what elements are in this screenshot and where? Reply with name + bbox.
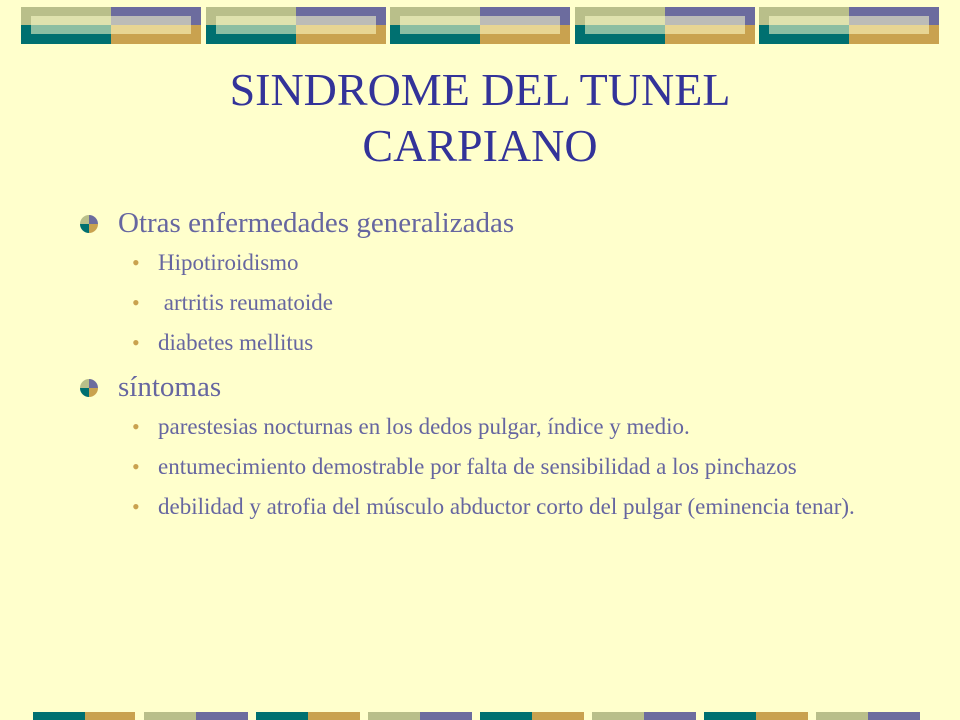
slide-content [80, 206, 900, 534]
list-item-text: entumecimiento demostrable por falta de sensibilidad a los pinchazos [158, 454, 797, 479]
list-item-text: artritis reumatoide [158, 290, 333, 315]
decor-segment [33, 712, 85, 720]
decor-segment [256, 712, 308, 720]
dot-icon: • [132, 330, 140, 355]
list-item [80, 250, 900, 276]
decor-segment [704, 712, 756, 720]
decor-tile [390, 7, 570, 44]
decor-segment [816, 712, 868, 720]
decor-segment [196, 712, 248, 720]
dot-icon: • [132, 290, 140, 315]
list-item [80, 330, 900, 356]
decor-segment [420, 712, 472, 720]
decor-segment [644, 712, 696, 720]
list-item [80, 290, 900, 316]
decor-segment [85, 712, 135, 720]
section-heading-text: Otras enfermedades generalizadas [118, 207, 515, 239]
sub-list [80, 414, 900, 520]
slide-title-line1: SINDROME DEL TUNEL [229, 64, 731, 115]
list-item-text: Hipotiroidismo [158, 250, 299, 275]
decor-tile [759, 7, 939, 44]
list-item-text: diabetes mellitus [158, 330, 314, 355]
bottom-decoration-band [33, 712, 927, 720]
list-item [80, 414, 900, 440]
decor-segment [308, 712, 360, 720]
decor-tile [575, 7, 755, 44]
decor-segment [592, 712, 644, 720]
decor-segment [144, 712, 196, 720]
quadrant-circle-icon [80, 215, 98, 233]
dot-icon: • [132, 454, 140, 479]
dot-icon: • [132, 250, 140, 275]
section-heading-text: síntomas [118, 371, 222, 403]
list-item-text: parestesias nocturnas en los dedos pulgar, índice y medio. [158, 414, 690, 439]
decor-segment [532, 712, 584, 720]
decor-segment [480, 712, 532, 720]
decor-tile [21, 7, 201, 44]
slide-title [0, 62, 960, 174]
quadrant-circle-icon [80, 379, 98, 397]
section-heading [80, 370, 900, 404]
dot-icon: • [132, 414, 140, 439]
section-heading [80, 206, 900, 240]
list-item [80, 454, 900, 480]
dot-icon: • [132, 494, 140, 519]
decor-segment [868, 712, 920, 720]
decor-segment [368, 712, 420, 720]
slide-title-line2: CARPIANO [362, 120, 598, 171]
top-decoration-band [21, 7, 939, 44]
decor-segment [756, 712, 808, 720]
list-item-text: debilidad y atrofia del músculo abductor corto del pulgar (eminencia tenar). [158, 494, 855, 519]
decor-tile [206, 7, 386, 44]
list-item [80, 494, 900, 520]
sub-list [80, 250, 900, 356]
